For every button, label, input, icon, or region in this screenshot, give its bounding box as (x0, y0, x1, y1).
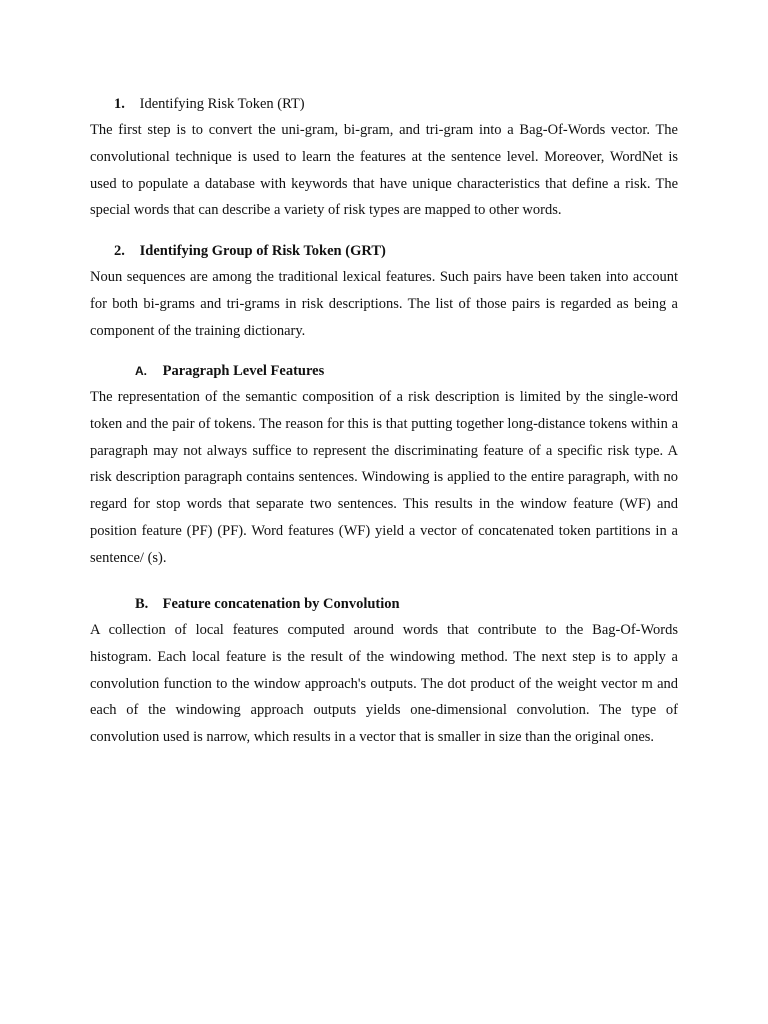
subsection-title: Feature concatenation by Convolution (162, 596, 400, 612)
section-heading (114, 94, 305, 114)
subsection-heading (135, 594, 400, 614)
subsection-body: The representation of the semantic composition of a risk description is limited by the single-word token and the pair of tokens. The reason for this is that putting together long-distance tokens within a paragraph may not always suffice to represent the discriminating feature of a specific risk type. A risk description paragraph contains sentences. Windowing is applied to the entire paragraph, with no regard for stop words that separate two sentences. This results in the window feature (WF) and position feature (PF) (PF). Word features (WF) yield a vector of concatenated token partitions in a sentence/ (s). (90, 389, 678, 566)
section-heading (114, 241, 386, 261)
section-body: Noun sequences are among the traditional lexical features. Such pairs have been taken into account for both bi-grams and tri-grams in risk descriptions. The list of those pairs is regarded as being a component of the training dictionary. (90, 269, 678, 339)
subsection-body: A collection of local features computed around words that contribute to the Bag-Of-Words histogram. Each local feature is the result of the windowing method. The next step is to apply a convolution function to the window approach's outputs. The dot product of the weight vector m and each of the windowing approach outputs yields one-dimensional convolution. The type of convolution used is narrow, which results in a vector that is smaller in size than the original ones. (90, 622, 678, 746)
section-title: Identifying Risk Token (RT) (139, 96, 305, 112)
subsection-heading (135, 361, 324, 381)
section-title: Identifying Group of Risk Token (GRT) (139, 243, 386, 259)
subsection-letter: A. (135, 364, 147, 378)
subsection-title: Paragraph Level Features (162, 363, 325, 379)
section-number: 1. (114, 96, 125, 112)
subsection-letter: B. (135, 596, 149, 612)
section-body: The first step is to convert the uni-gram, bi-gram, and tri-gram into a Bag-Of-Words vector. The convolutional technique is used to learn the features at the sentence level. Moreover, WordNet is used to populate a database with keywords that have unique characteristics that define a risk. The special words that can describe a variety of risk types are mapped to other words. (90, 122, 678, 219)
section-number: 2. (114, 243, 125, 259)
